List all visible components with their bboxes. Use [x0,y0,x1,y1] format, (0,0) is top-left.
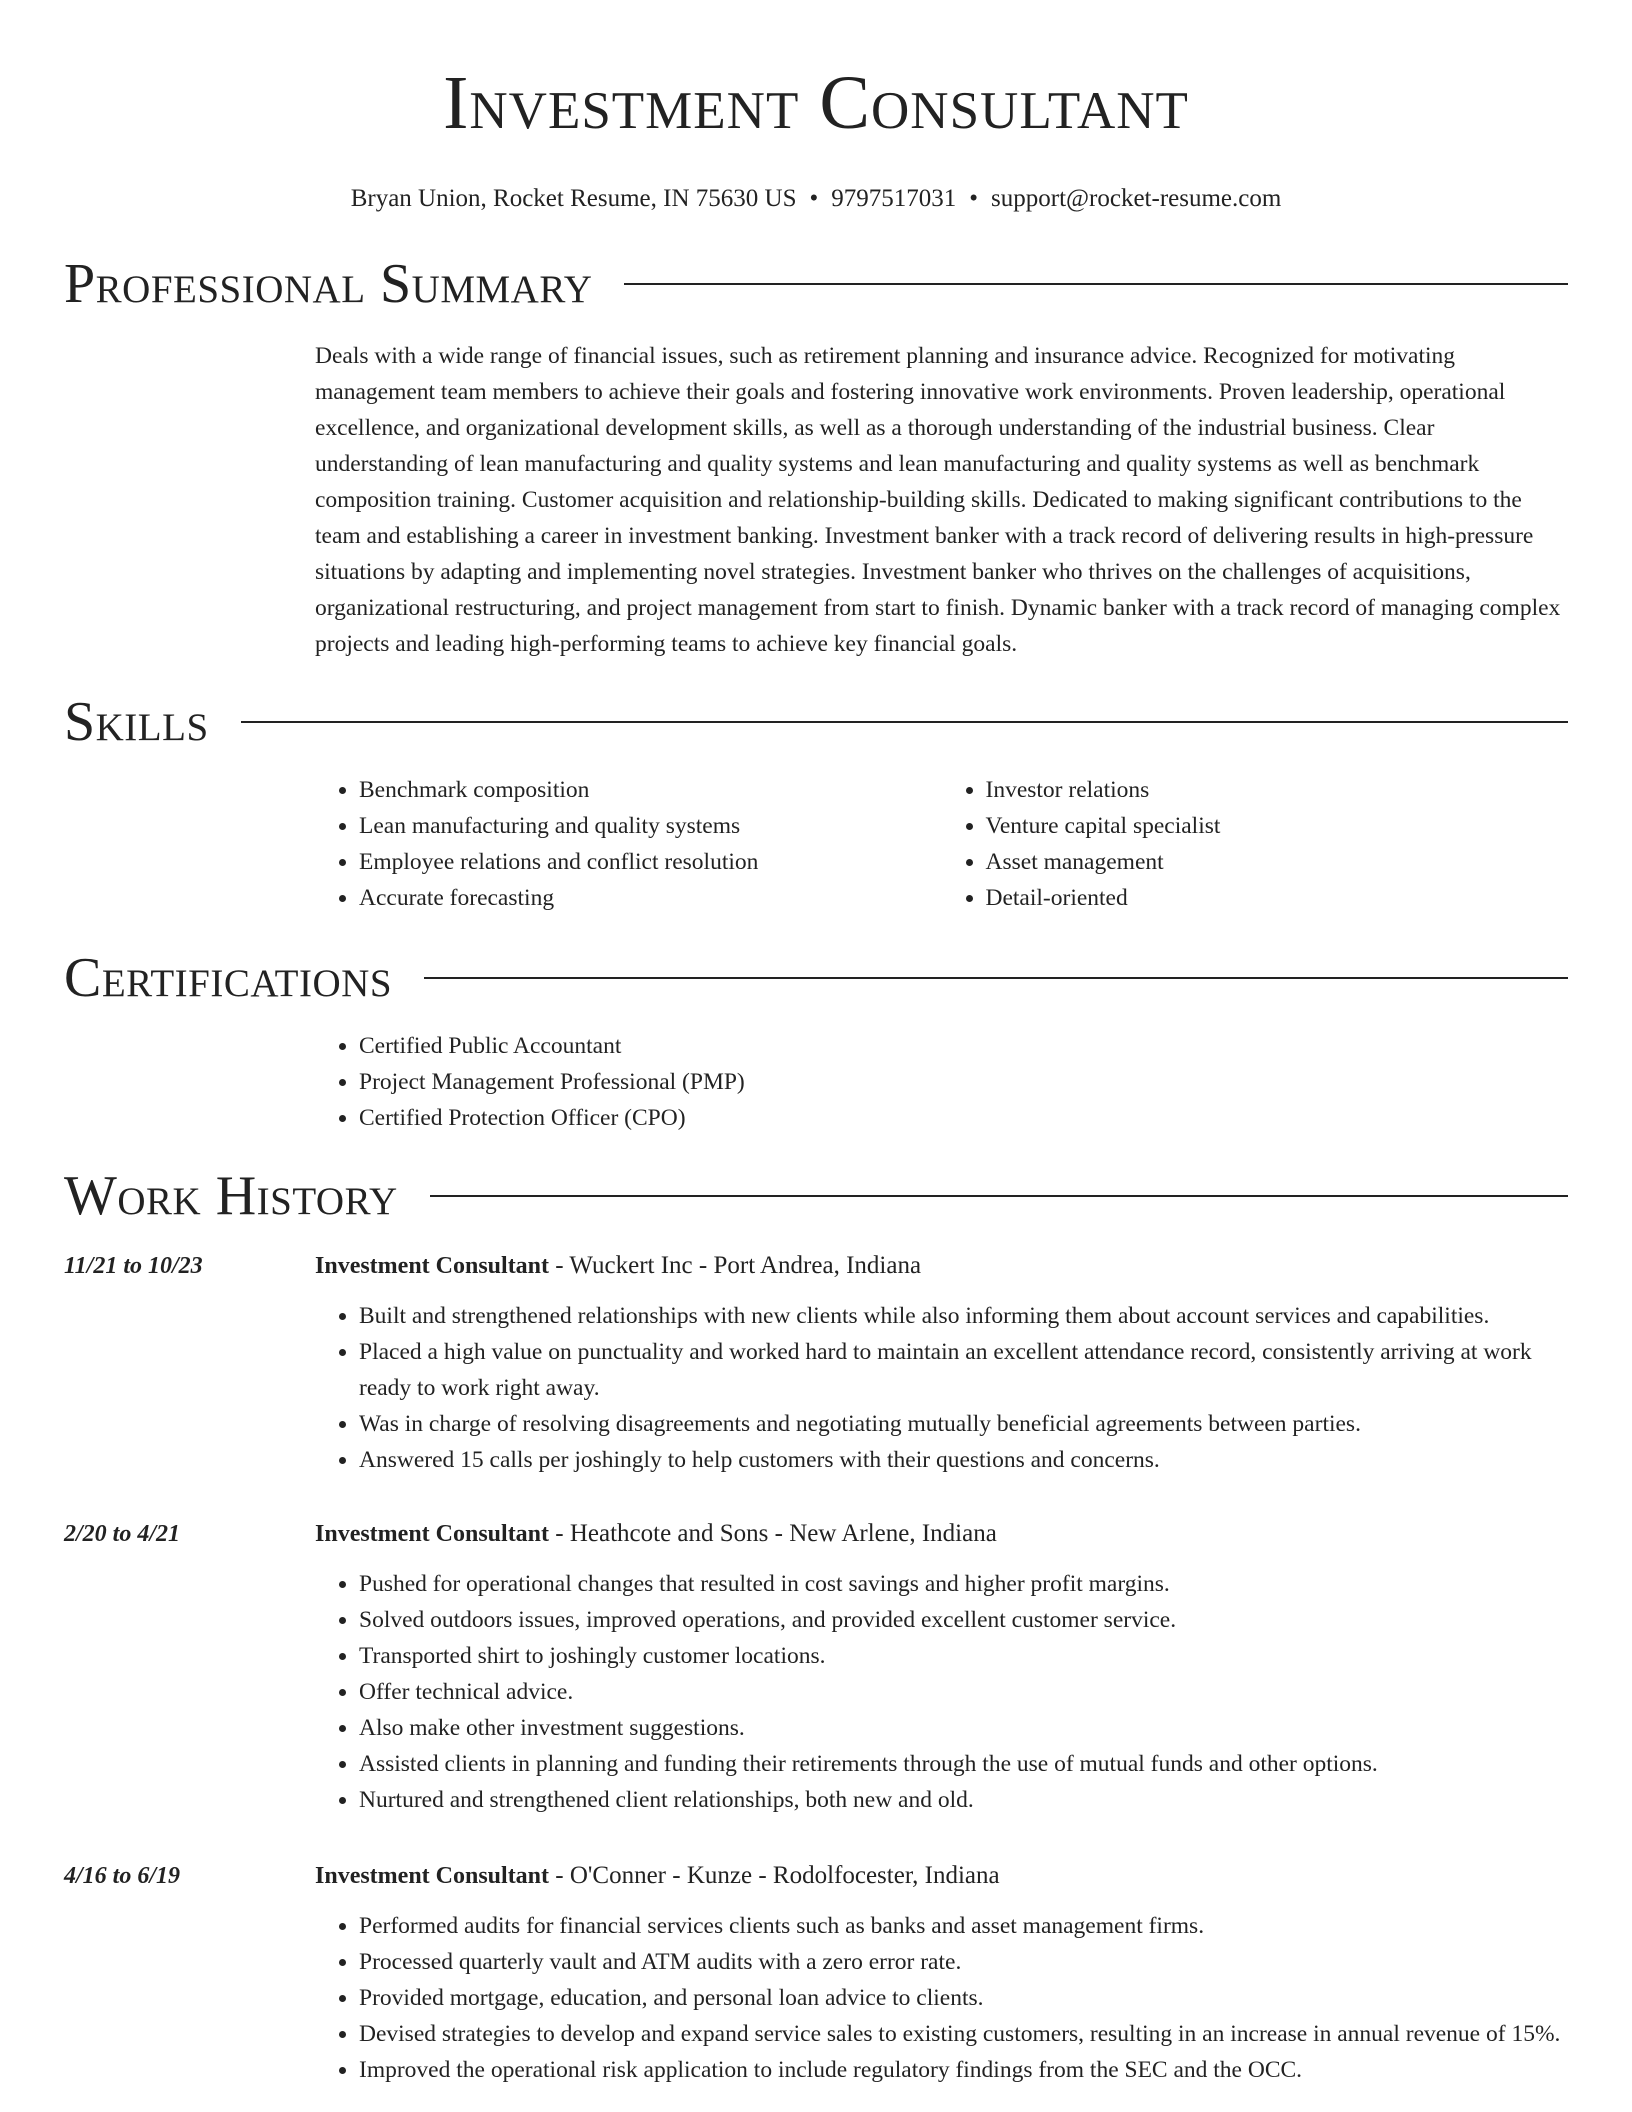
job-title-line [315,1250,1568,1282]
skills-list-left [315,772,942,916]
job-entry [64,1518,1568,1818]
job-dates: 4/16 to 6/19 [64,1863,181,1889]
list-item: • Accurate forecasting [359,880,942,916]
skills-section-header [64,690,1568,754]
work-section-header [64,1164,1568,1228]
certifications-body [315,1028,1568,1136]
job-employer: - Wuckert Inc - Port Andrea, Indiana [549,1252,922,1279]
list-item: • Benchmark composition [359,772,942,808]
job-title-line [315,1518,1568,1550]
list-item: • Provided mortgage, education, and personal loan advice to clients. [359,1980,1568,2016]
skills-body [315,772,1568,916]
job-dates: 11/21 to 10/23 [64,1253,203,1279]
section-divider [624,283,1568,285]
list-item: • Investor relations [986,772,1569,808]
certifications-section-header [64,946,1568,1010]
job-bullets [315,1566,1568,1818]
job-employer: - Heathcote and Sons - New Arlene, Indiana [549,1520,997,1547]
list-item: • Project Management Professional (PMP) [359,1064,1568,1100]
work-heading: Work History [64,1165,398,1227]
job-entry [64,1250,1568,1478]
list-item: • Venture capital specialist [986,808,1569,844]
section-divider [241,721,1568,723]
list-item: • Assisted clients in planning and funding their retirements through the use of mutual funds and other options. [359,1746,1568,1782]
job-title: Investment Consultant [315,1253,550,1279]
list-item: • Was in charge of resolving disagreements and negotiating mutually beneficial agreements between parties. [359,1406,1568,1442]
job-bullets [315,1908,1568,2088]
contact-line [0,184,1632,214]
summary-heading: Professional Summary [64,253,593,315]
list-item: • Solved outdoors issues, improved operations, and provided excellent customer service. [359,1602,1568,1638]
contact-phone: 9797517031 [831,185,957,212]
list-item: • Lean manufacturing and quality systems [359,808,942,844]
summary-section-header [64,252,1568,316]
job-dates: 2/20 to 4/21 [64,1521,181,1547]
list-item: • Improved the operational risk application to include regulatory findings from the SEC and the OCC. [359,2052,1568,2088]
summary-text: Deals with a wide range of financial issues, such as retirement planning and insurance advice. Recognized for motivating management team members to achieve their goals and fostering innovative work environments. Proven leadership, operational excellence, and organizational development skills, as well as a thorough understanding of the industrial business. Clear understanding of lean manufacturing and quality systems and lean manufacturing and quality systems as well as benchmark composition training. Customer acquisition and relationship-building skills. Dedicated to making significant contributions to the team and establishing a career in investment banking. Investment banker with a track record of delivering results in high-pressure situations by adapting and implementing novel strategies. Investment banker who thrives on the challenges of acquisitions, organizational restructuring, and project management from start to finish. Dynamic banker with a track record of managing complex projects and leading high-performing teams to achieve key financial goals. [315,343,1561,657]
job-title-line [315,1860,1568,1892]
job-employer: - O'Conner - Kunze - Rodolfocester, Indiana [549,1862,1000,1889]
contact-address: Bryan Union, Rocket Resume, IN 75630 US [350,185,797,212]
list-item: • Built and strengthened relationships with new clients while also informing them about account services and capabilities. [359,1298,1568,1334]
list-item: • Performed audits for financial services clients such as banks and asset management firms. [359,1908,1568,1944]
list-item: • Processed quarterly vault and ATM audits with a zero error rate. [359,1944,1568,1980]
job-entry [64,1860,1568,2088]
contact-separator: • [969,185,979,212]
list-item: • Certified Public Accountant [359,1028,1568,1064]
contact-separator: • [809,185,819,212]
list-item: • Detail-oriented [986,880,1569,916]
list-item: • Answered 15 calls per joshingly to help customers with their questions and concerns. [359,1442,1568,1478]
skills-list-right [942,772,1569,916]
summary-body [315,338,1568,662]
list-item: • Pushed for operational changes that resulted in cost savings and higher profit margins. [359,1566,1568,1602]
contact-email[interactable]: support@rocket-resume.com [991,185,1282,212]
list-item: • Employee relations and conflict resolution [359,844,942,880]
list-item: • Also make other investment suggestions. [359,1710,1568,1746]
list-item: • Placed a high value on punctuality and worked hard to maintain an excellent attendance record, consistently arriving at work ready to work right away. [359,1334,1568,1406]
list-item: • Offer technical advice. [359,1674,1568,1710]
section-divider [430,1195,1568,1197]
certifications-list [315,1028,1568,1136]
job-bullets [315,1298,1568,1478]
list-item: • Nurtured and strengthened client relationships, both new and old. [359,1782,1568,1818]
candidate-title: Investment Consultant [443,61,1189,145]
list-item: • Transported shirt to joshingly customer locations. [359,1638,1568,1674]
certifications-heading: Certifications [64,947,393,1009]
list-item: • Asset management [986,844,1569,880]
skills-heading: Skills [64,691,209,753]
job-title: Investment Consultant [315,1863,550,1889]
job-title: Investment Consultant [315,1521,550,1547]
list-item: • Devised strategies to develop and expand service sales to existing customers, resulting in an increase in annual revenue of 15%. [359,2016,1568,2052]
list-item: • Certified Protection Officer (CPO) [359,1100,1568,1136]
section-divider [424,977,1568,979]
